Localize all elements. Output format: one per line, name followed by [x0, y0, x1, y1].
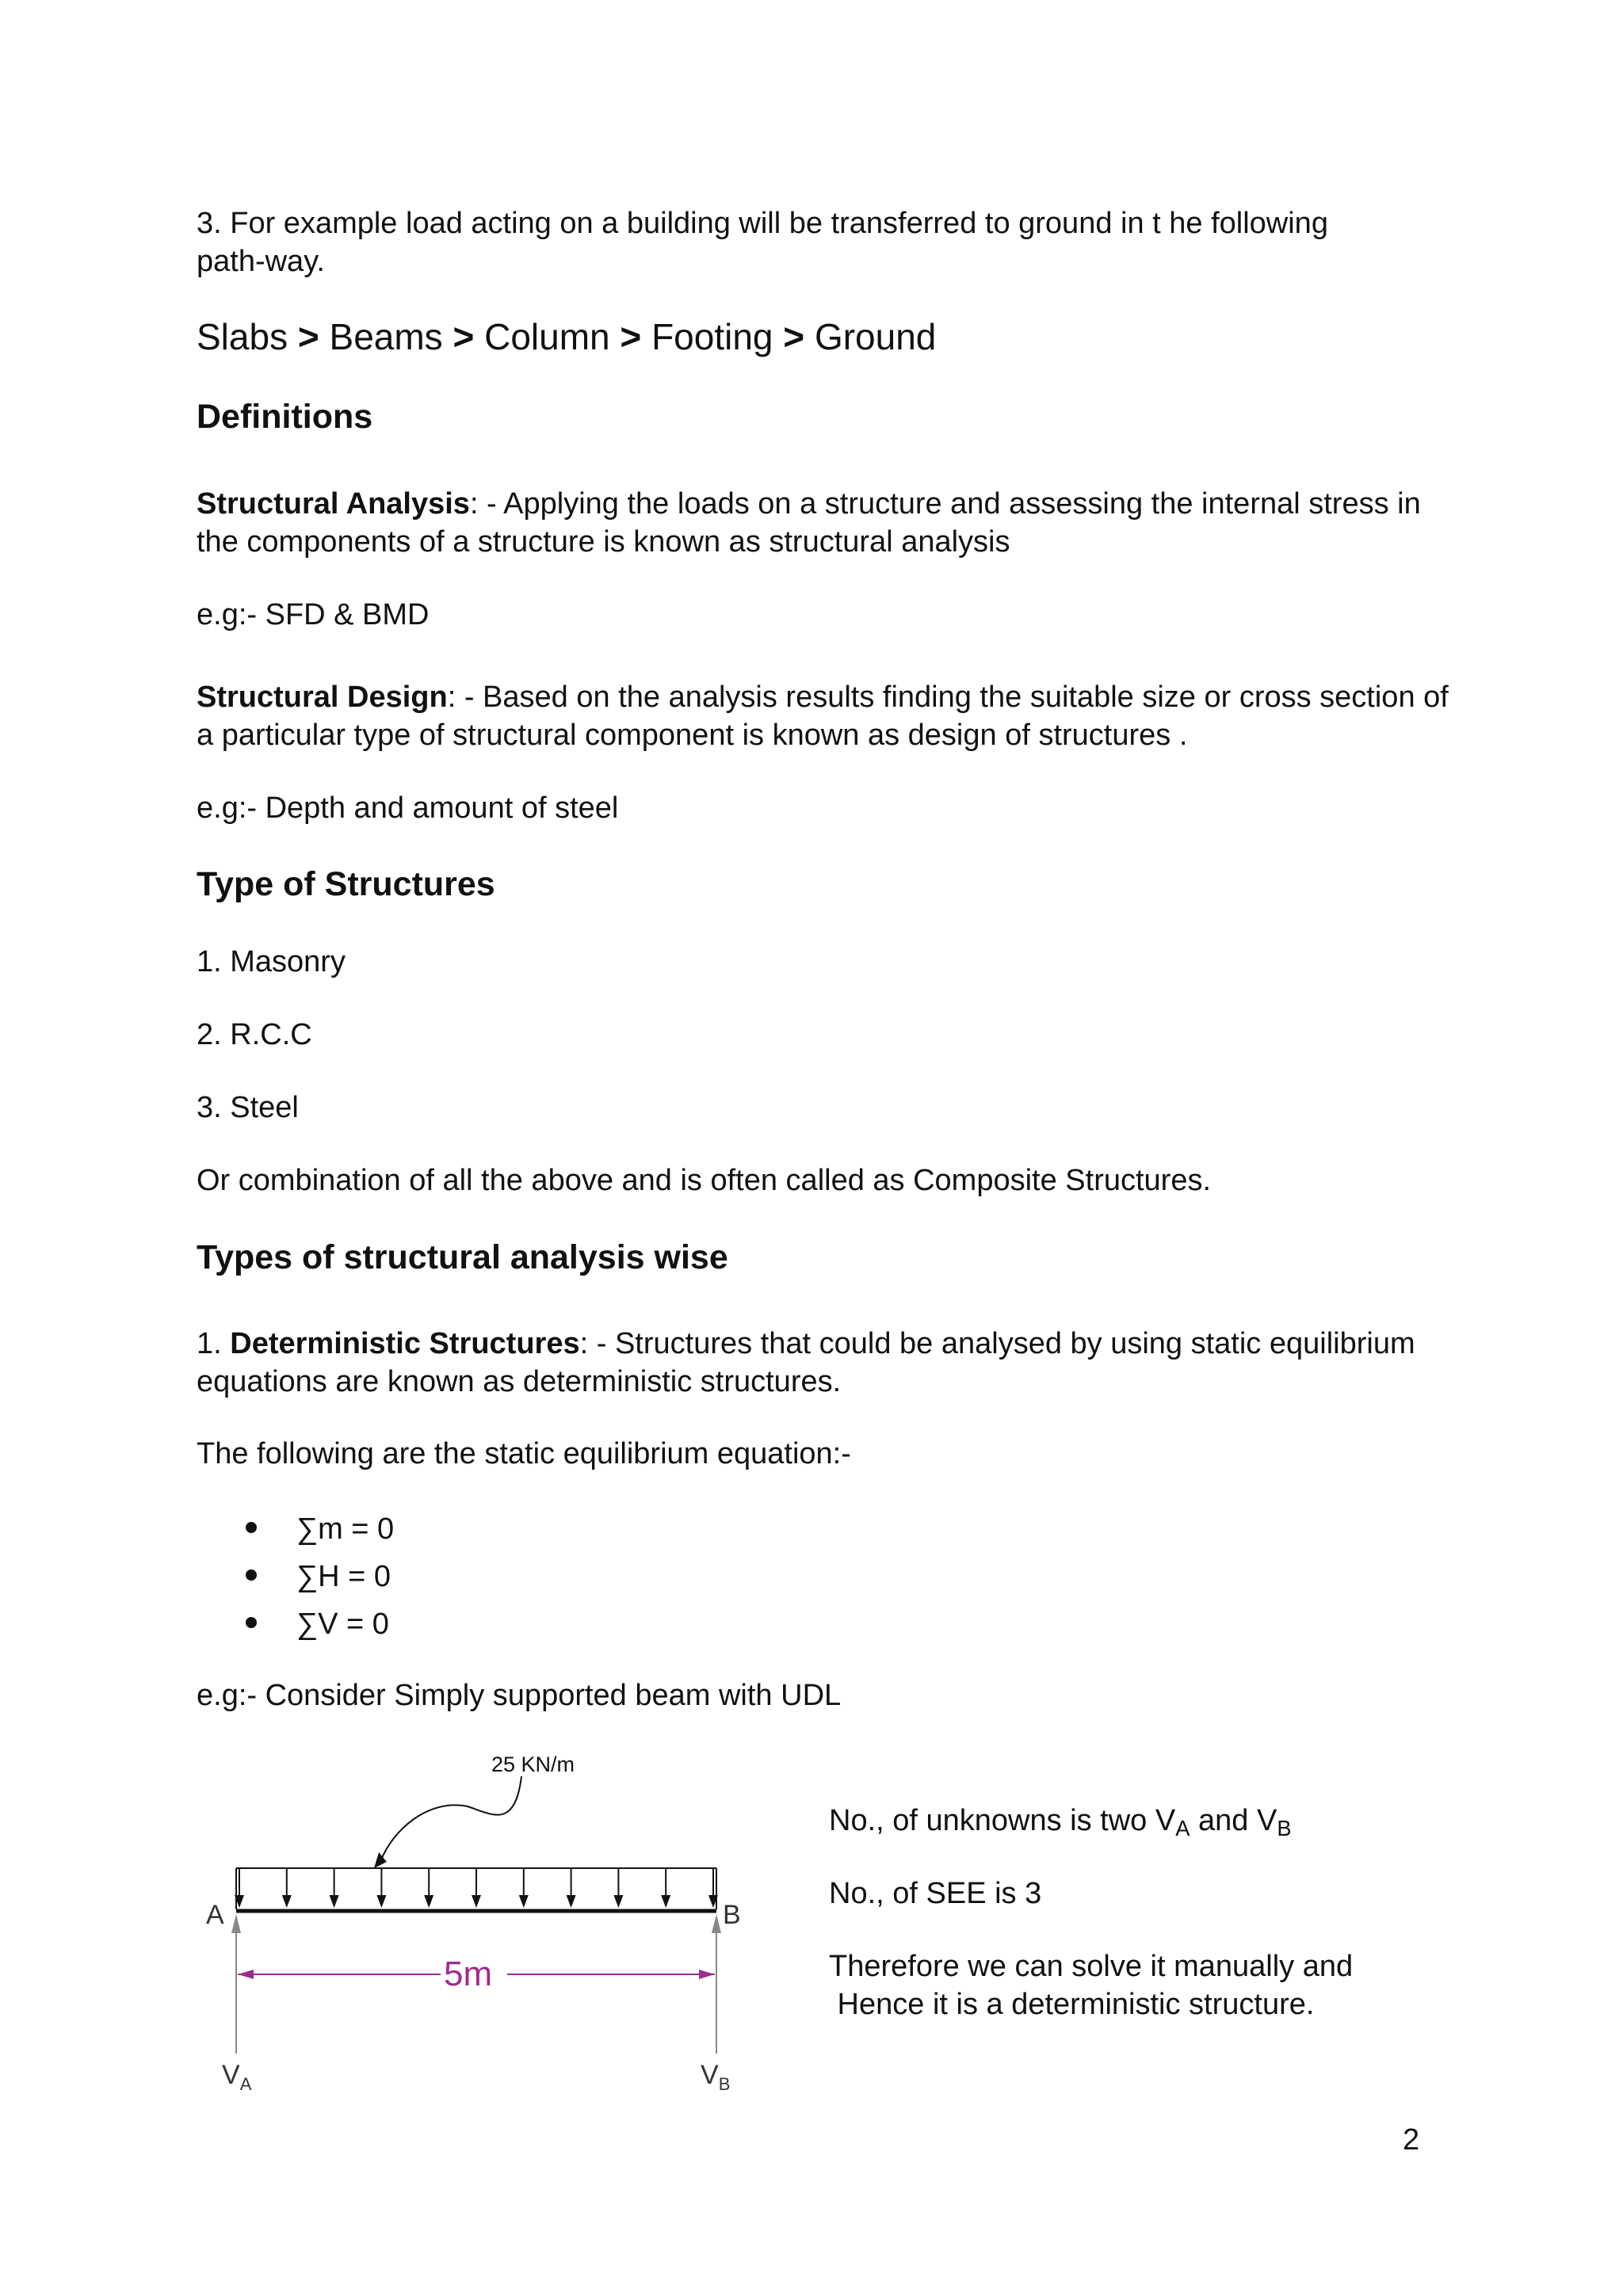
page-number: 2: [1403, 2123, 1420, 2157]
type-item: 2. R.C.C: [197, 1018, 312, 1051]
load-path-separator: >: [783, 316, 805, 357]
design-term: Structural Design: [197, 681, 448, 714]
list-item: [246, 1505, 394, 1553]
udl-arrow-head: [661, 1895, 670, 1908]
bullet-dot: [246, 1522, 257, 1533]
list-item: [246, 1600, 394, 1648]
udl-arrow-head: [613, 1895, 623, 1908]
unknowns-sub-a: A: [1175, 1815, 1190, 1840]
equation: ∑V = 0: [296, 1608, 389, 1641]
type-item: 3. Steel: [197, 1091, 299, 1124]
analysis-example: e.g:- SFD & BMD: [197, 598, 430, 631]
types-heading: Type of Structures: [197, 865, 495, 903]
equation: ∑m = 0: [296, 1512, 395, 1546]
load-path-separator: >: [297, 316, 319, 357]
unknowns-note: [829, 1802, 1292, 1848]
bullet-dot: [246, 1569, 257, 1581]
design-text: : - Based on the analysis results finding the suitable size or cross section of: [447, 681, 1449, 714]
deterministic-prefix: 1.: [197, 1327, 231, 1360]
udl-arrow-head: [567, 1895, 576, 1908]
analysis-definition-line-2: the components of a structure is known as structural analysis: [197, 525, 1010, 559]
support-a-label: A: [206, 1900, 224, 1930]
deterministic-line-2: equations are known as deterministic structures.: [197, 1365, 842, 1398]
analysis-term: Structural Analysis: [197, 487, 470, 521]
definitions-heading: Definitions: [197, 398, 373, 436]
load-label: 25 KN/m: [491, 1753, 575, 1776]
load-path-separator: >: [620, 316, 642, 357]
load-path-item: Beams: [329, 316, 443, 357]
udl-arrow-head: [472, 1895, 481, 1908]
udl-arrow-head: [282, 1895, 292, 1908]
reaction-a-subscript: A: [239, 2074, 252, 2094]
load-path-item: Footing: [651, 316, 773, 357]
load-path-separator: >: [453, 316, 475, 357]
reaction-b-subscript: B: [718, 2074, 731, 2094]
span-arrow-left: [238, 1970, 254, 1979]
conclusion-line-2: Hence it is a deterministic structure.: [829, 1988, 1315, 2021]
support-b-label: B: [723, 1900, 741, 1930]
load-path-item: Slabs: [197, 316, 288, 357]
design-definition-line-1: [197, 678, 1449, 716]
see-note: No., of SEE is 3: [829, 1877, 1042, 1910]
reaction-a-arrowhead: [231, 1914, 241, 1933]
design-definition-line-2: a particular type of structural component is known as design of structures .: [197, 719, 1188, 752]
udl-arrows: [235, 1868, 718, 1908]
type-item: 1. Masonry: [197, 945, 346, 978]
analysis-types-heading: Types of structural analysis wise: [197, 1238, 728, 1276]
reaction-a-label: [222, 2060, 252, 2094]
bullet-dot: [246, 1617, 257, 1628]
beam-diagram: [190, 1743, 792, 2107]
design-example: e.g:- Depth and amount of steel: [197, 791, 619, 825]
udl-arrow-head: [330, 1895, 339, 1908]
reaction-a-symbol: V: [222, 2060, 240, 2090]
intro-line-2: path-way.: [197, 245, 325, 278]
unknowns-text: No., of unknowns is two V: [829, 1804, 1176, 1837]
unknowns-mid: and V: [1190, 1804, 1277, 1837]
reaction-b-arrowhead: [712, 1914, 721, 1933]
span-arrow-right: [699, 1970, 715, 1979]
analysis-text: : - Applying the loads on a structure and assessing the internal stress in: [469, 487, 1421, 521]
conclusion-line-1: Therefore we can solve it manually and: [829, 1950, 1354, 1983]
load-path-item: Column: [484, 316, 610, 357]
equation: ∑H = 0: [296, 1560, 391, 1593]
analysis-definition-line-1: [197, 485, 1421, 523]
reaction-b-label: [701, 2060, 730, 2094]
equations-list: [246, 1505, 394, 1648]
deterministic-term: Deterministic Structures: [230, 1327, 580, 1360]
udl-arrow-head: [376, 1895, 386, 1908]
intro-line-1: 3. For example load acting on a building will be transferred to ground in t he following: [197, 207, 1328, 240]
load-path-item: Ground: [814, 316, 937, 357]
list-item: [246, 1553, 394, 1600]
load-leader-arrowhead: [374, 1852, 387, 1868]
load-path: [197, 315, 936, 359]
deterministic-line-1: [197, 1325, 1415, 1363]
unknowns-sub-b: B: [1277, 1815, 1292, 1840]
udl-arrow-head: [424, 1895, 433, 1908]
example-intro: e.g:- Consider Simply supported beam with UDL: [197, 1679, 842, 1712]
reaction-b-symbol: V: [701, 2060, 719, 2090]
load-leader-curve: [380, 1776, 521, 1862]
equations-intro: The following are the static equilibrium equation:-: [197, 1437, 851, 1470]
span-label: 5m: [444, 1955, 493, 1993]
udl-arrow-head: [519, 1895, 529, 1908]
deterministic-text: : - Structures that could be analysed by using static equilibrium: [579, 1327, 1415, 1360]
types-note: Or combination of all the above and is often called as Composite Structures.: [197, 1164, 1212, 1197]
